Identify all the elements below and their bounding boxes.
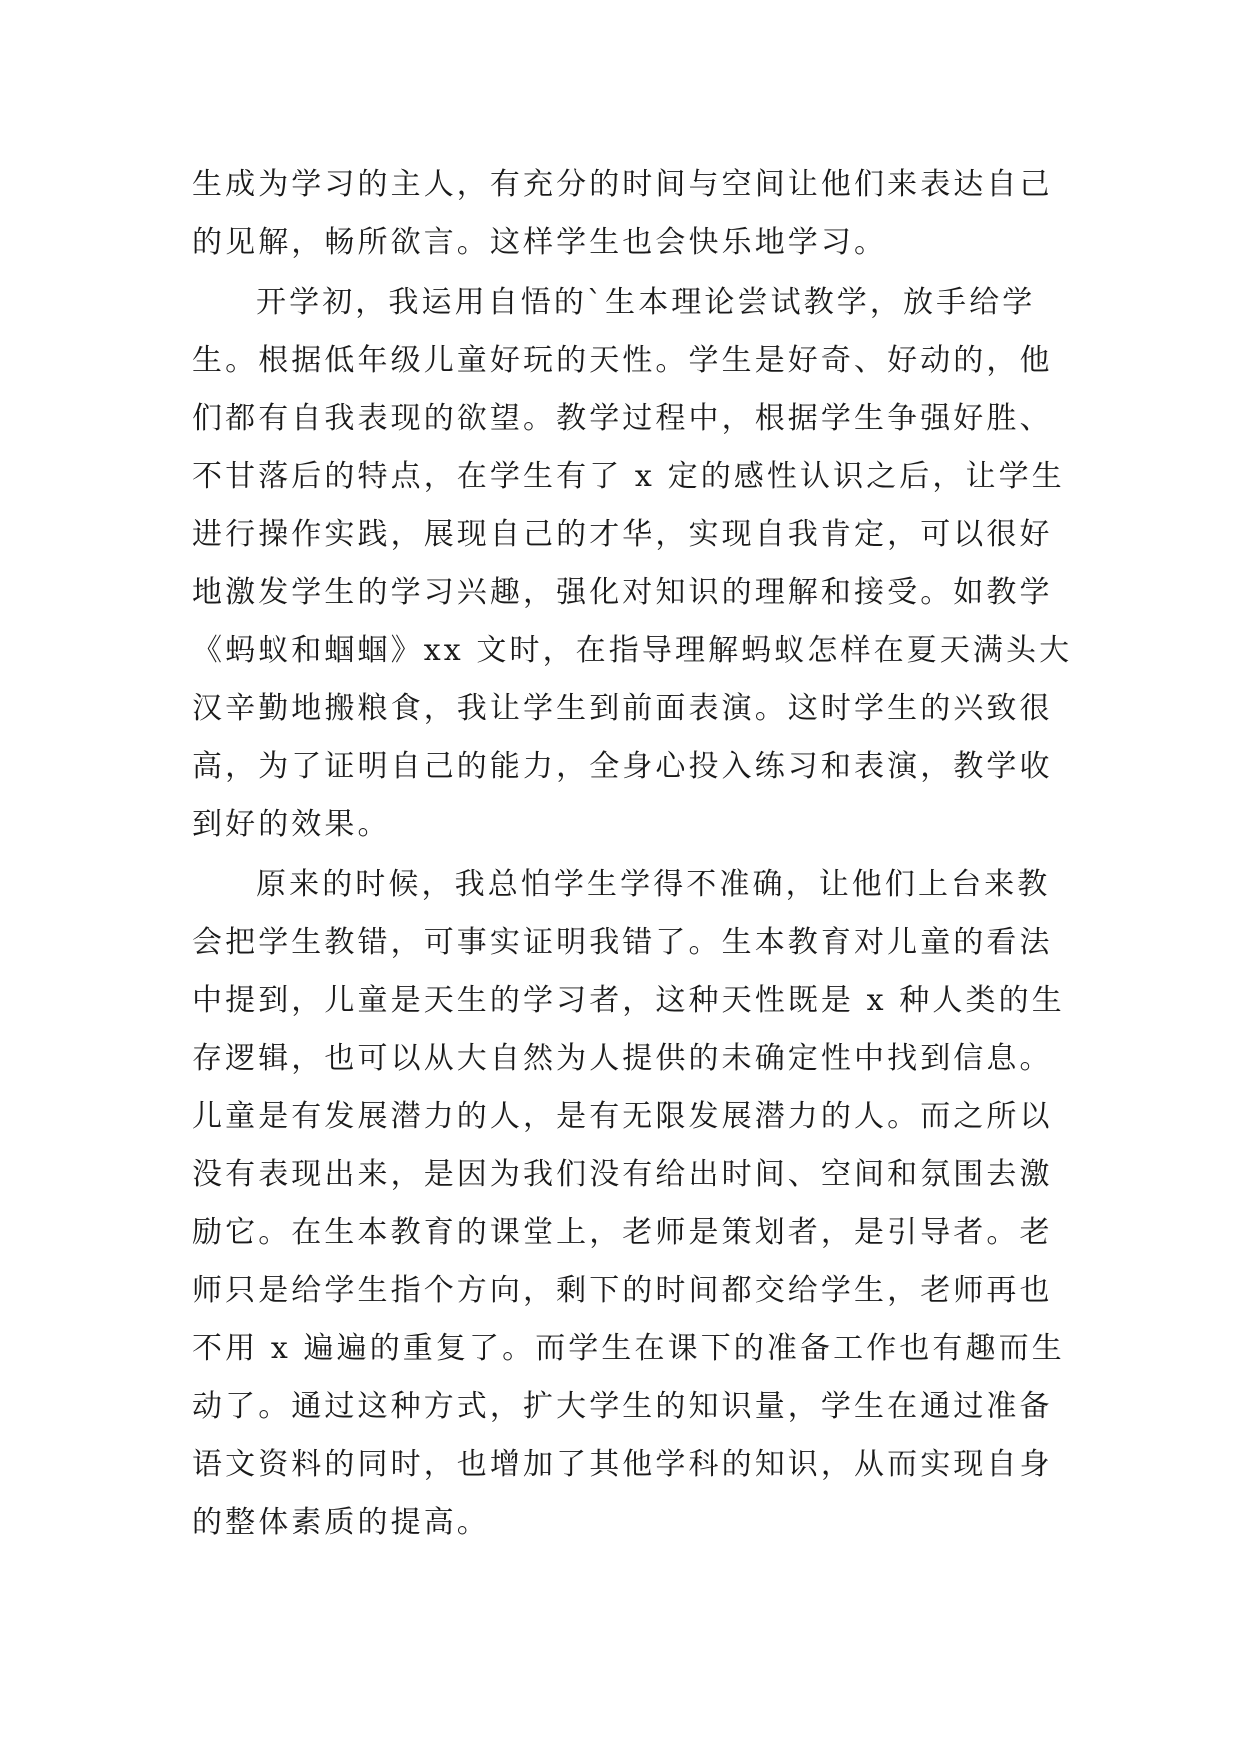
- text-line: 进行操作实践，展现自己的才华，实现自我肯定，可以很好: [192, 517, 1053, 552]
- text-line: 汉辛勤地搬粮食，我让学生到前面表演。这时学生的兴致很: [192, 691, 1053, 726]
- text-line: 中提到，儿童是天生的学习者，这种天性既是 x 种人类的生: [192, 983, 1065, 1018]
- text-line: 儿童是有发展潜力的人，是有无限发展潜力的人。而之所以: [192, 1099, 1053, 1134]
- text-line: 原来的时候，我总怕学生学得不准确，让他们上台来教: [256, 867, 1051, 902]
- text-line: 师只是给学生指个方向，剩下的时间都交给学生，老师再也: [192, 1273, 1053, 1308]
- text-line: 动了。通过这种方式，扩大学生的知识量，学生在通过准备: [192, 1389, 1053, 1424]
- text-line: 没有表现出来，是因为我们没有给出时间、空间和氛围去激: [192, 1157, 1053, 1192]
- text-line: 的见解，畅所欲言。这样学生也会快乐地学习。: [192, 225, 888, 260]
- text-line: 语文资料的同时，也增加了其他学科的知识，从而实现自身: [192, 1447, 1053, 1482]
- text-line: 存逻辑，也可以从大自然为人提供的未确定性中找到信息。: [192, 1041, 1053, 1076]
- document-body: [192, 156, 1072, 1552]
- text-line: 开学初，我运用自悟的`生本理论尝试教学，放手给学: [256, 285, 1036, 320]
- text-line: 《蚂蚁和蝈蝈》xx 文时，在指导理解蚂蚁怎样在夏天满头大: [192, 633, 1073, 668]
- paragraph: [192, 274, 1072, 854]
- paragraph: [192, 156, 1072, 272]
- text-line: 生。根据低年级儿童好玩的天性。学生是好奇、好动的，他: [192, 343, 1053, 378]
- text-line: 们都有自我表现的欲望。教学过程中，根据学生争强好胜、: [192, 401, 1053, 436]
- text-line: 到好的效果。: [192, 807, 391, 842]
- text-line: 地激发学生的学习兴趣，强化对知识的理解和接受。如教学: [192, 575, 1053, 610]
- text-line: 高，为了证明自己的能力，全身心投入练习和表演，教学收: [192, 749, 1053, 784]
- text-line: 不用 x 遍遍的重复了。而学生在课下的准备工作也有趣而生: [192, 1331, 1065, 1366]
- paragraph: [192, 856, 1072, 1552]
- text-line: 会把学生教错，可事实证明我错了。生本教育对儿童的看法: [192, 925, 1053, 960]
- text-line: 生成为学习的主人，有充分的时间与空间让他们来表达自己: [192, 167, 1053, 202]
- text-line: 的整体素质的提高。: [192, 1505, 490, 1540]
- text-line: 不甘落后的特点，在学生有了 x 定的感性认识之后，让学生: [192, 459, 1065, 494]
- text-line: 励它。在生本教育的课堂上，老师是策划者，是引导者。老: [192, 1215, 1053, 1250]
